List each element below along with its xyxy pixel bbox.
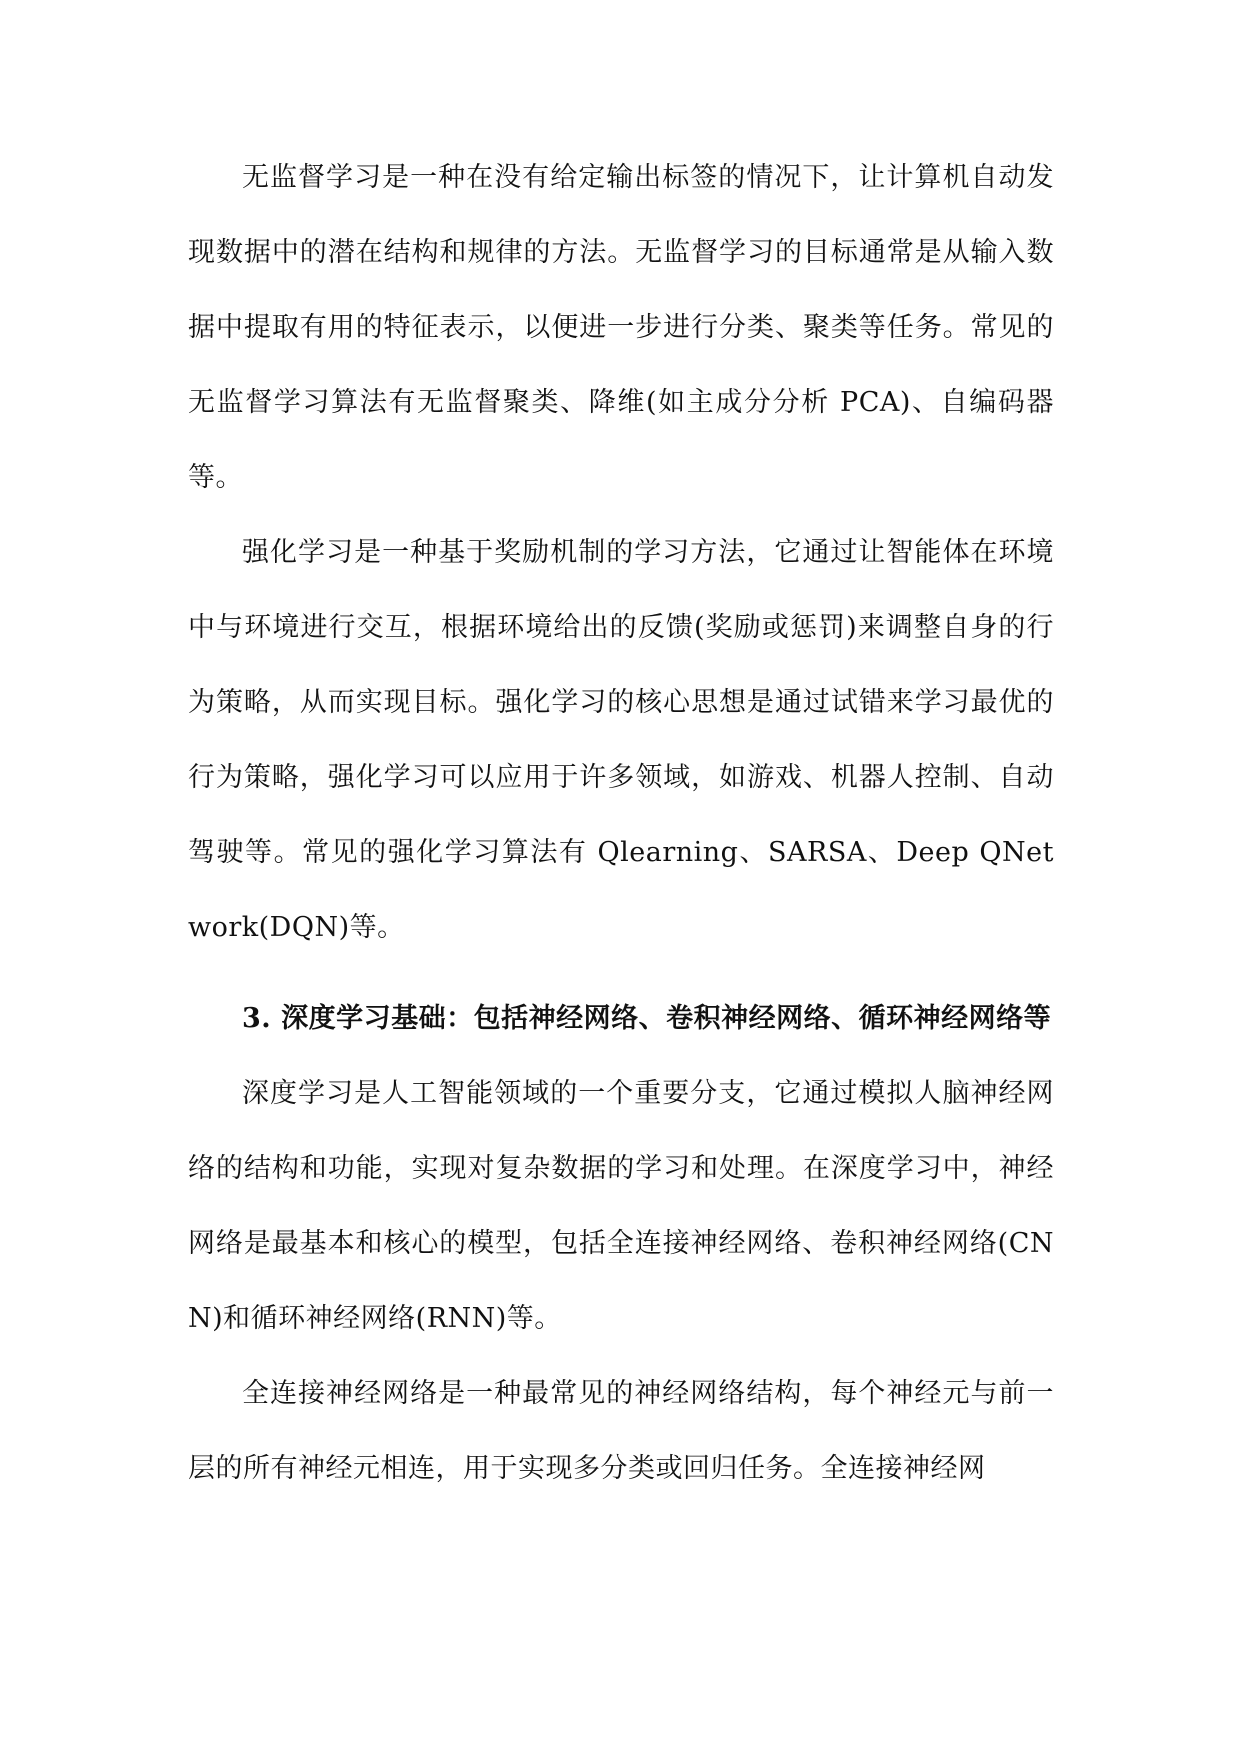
paragraph-deep-learning-intro: 深度学习是人工智能领域的一个重要分支，它通过模拟人脑神经网络的结构和功能，实现对复杂数据的学习和处理。在深度学习中，神经网络是最基本和核心的模型，包括全连接神经网络、卷积神经网络(CNN)和循环神经网络(RNN)等。 xyxy=(188,1078,1054,1334)
paragraph-reinforcement-learning: 强化学习是一种基于奖励机制的学习方法，它通过让智能体在环境中与环境进行交互，根据环境给出的反馈(奖励或惩罚)来调整自身的行为策略，从而实现目标。强化学习的核心思想是通过试错来学习最优的行为策略，强化学习可以应用于许多领域，如游戏、机器人控制、自动驾驶等。常见的强化学习算法有 Qlearning、SARSA、Deep QNetwork(DQN)等。 xyxy=(188,537,1054,943)
paragraph-fully-connected-network: 全连接神经网络是一种最常见的神经网络结构，每个神经元与前一层的所有神经元相连，用于实现多分类或回归任务。全连接神经网 xyxy=(188,1378,1054,1484)
document-body xyxy=(188,140,1054,1506)
paragraph-unsupervised-learning: 无监督学习是一种在没有给定输出标签的情况下，让计算机自动发现数据中的潜在结构和规律的方法。无监督学习的目标通常是从输入数据中提取有用的特征表示，以便进一步进行分类、聚类等任务。常见的无监督学习算法有无监督聚类、降维(如主成分分析 PCA)、自编码器等。 xyxy=(188,162,1054,493)
section-heading-deep-learning-basics: 3. 深度学习基础：包括神经网络、卷积神经网络、循环神经网络等 xyxy=(242,1003,1052,1034)
